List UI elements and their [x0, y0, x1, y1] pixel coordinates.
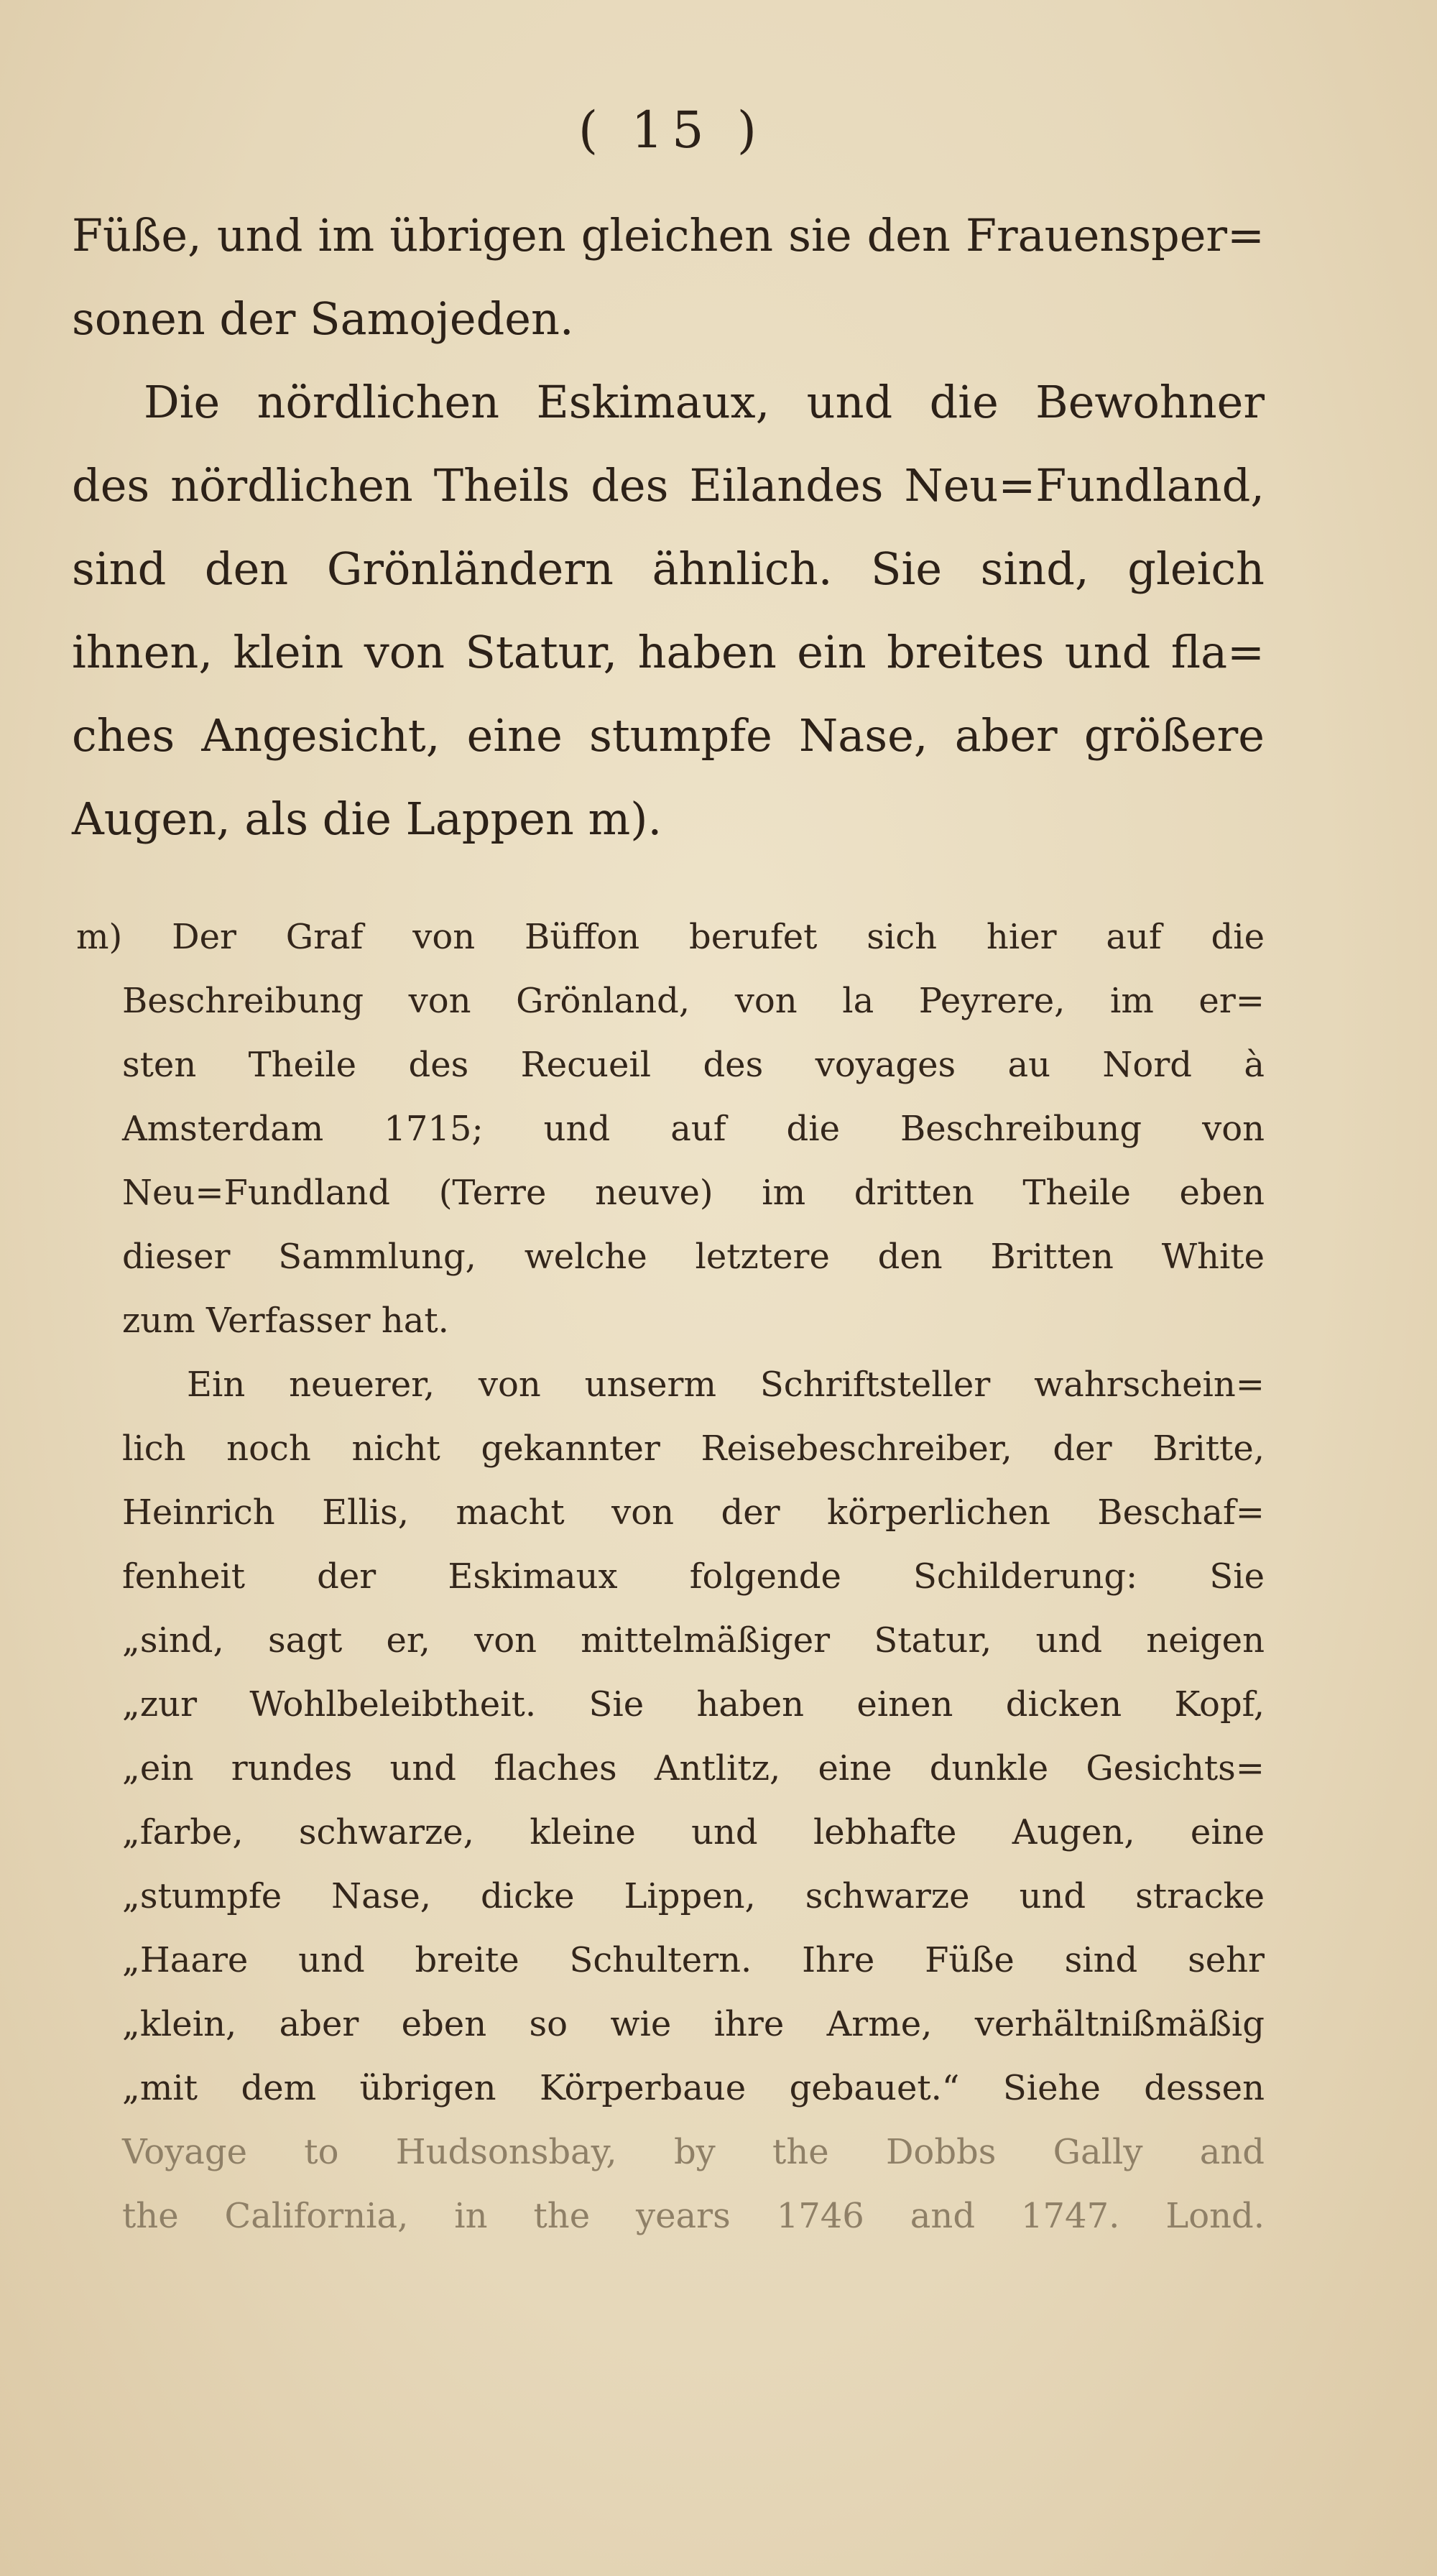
footnote-line: sten Theile des Recueil des voyages au Nord à — [122, 1045, 1265, 1085]
footnote-line: dieser Sammlung, welche letztere den Britten White — [122, 1237, 1265, 1277]
footnote-line: m) Der Graf von Büffon berufet sich hier auf die — [76, 917, 1265, 957]
footnote — [76, 905, 1265, 2248]
text-line: sind den Grönländern ähnlich. Sie sind, gleich — [72, 543, 1265, 595]
text-line: Augen, als die Lappen m). — [72, 793, 662, 845]
footnote-line: Beschreibung von Grönland, von la Peyrere, im er= — [122, 981, 1265, 1021]
footnote-line: Amsterdam 1715; und auf die Beschreibung von — [122, 1109, 1265, 1149]
page-number: ( 15 ) — [578, 101, 766, 160]
text-line: Füße, und im übrigen gleichen sie den Frauensper= — [72, 209, 1265, 262]
footnote-line: Ein neuerer, von unserm Schriftsteller wahrschein= — [187, 1365, 1265, 1405]
main-text — [72, 194, 1265, 861]
footnote-line: lich noch nicht gekannter Reisebeschreiber, der Britte, — [122, 1428, 1265, 1469]
footnote-line: Voyage to Hudsonsbay, by the Dobbs Gally and — [122, 2132, 1265, 2172]
footnote-line: „farbe, schwarze, kleine und lebhafte Augen, eine — [122, 1812, 1265, 1852]
footnote-line: „Haare und breite Schultern. Ihre Füße sind sehr — [122, 1940, 1265, 1980]
footnote-line: Heinrich Ellis, macht von der körperlichen Beschaf= — [122, 1492, 1265, 1533]
footnote-line: Neu=Fundland (Terre neuve) im dritten Theile eben — [122, 1173, 1265, 1213]
footnote-line: „mit dem übrigen Körperbaue gebauet.“ Siehe dessen — [122, 2068, 1265, 2108]
footnote-line: „klein, aber eben so wie ihre Arme, verhältnißmäßig — [122, 2004, 1265, 2044]
footnote-line: the California, in the years 1746 and 1747. Lond. — [122, 2196, 1265, 2236]
footnote-line: „stumpfe Nase, dicke Lippen, schwarze und stracke — [122, 1876, 1265, 1916]
text-line: des nördlichen Theils des Eilandes Neu=Fundland, — [72, 459, 1265, 512]
text-line: ihnen, klein von Statur, haben ein breites und fla= — [72, 626, 1265, 678]
text-line: sonen der Samojeden. — [72, 292, 574, 345]
footnote-line: zum Verfasser hat. — [122, 1301, 449, 1341]
text-line: Die nördlichen Eskimaux, und die Bewohner — [144, 376, 1265, 428]
footnote-line: „ein rundes und flaches Antlitz, eine dunkle Gesichts= — [122, 1748, 1265, 1788]
footnote-line: „zur Wohlbeleibtheit. Sie haben einen dicken Kopf, — [122, 1684, 1265, 1725]
footnote-line: fenheit der Eskimaux folgende Schilderung: Sie — [122, 1556, 1265, 1597]
footnote-line: „sind, sagt er, von mittelmäßiger Statur, und neigen — [122, 1620, 1265, 1661]
text-line: ches Angesicht, eine stumpfe Nase, aber größere — [72, 709, 1265, 762]
